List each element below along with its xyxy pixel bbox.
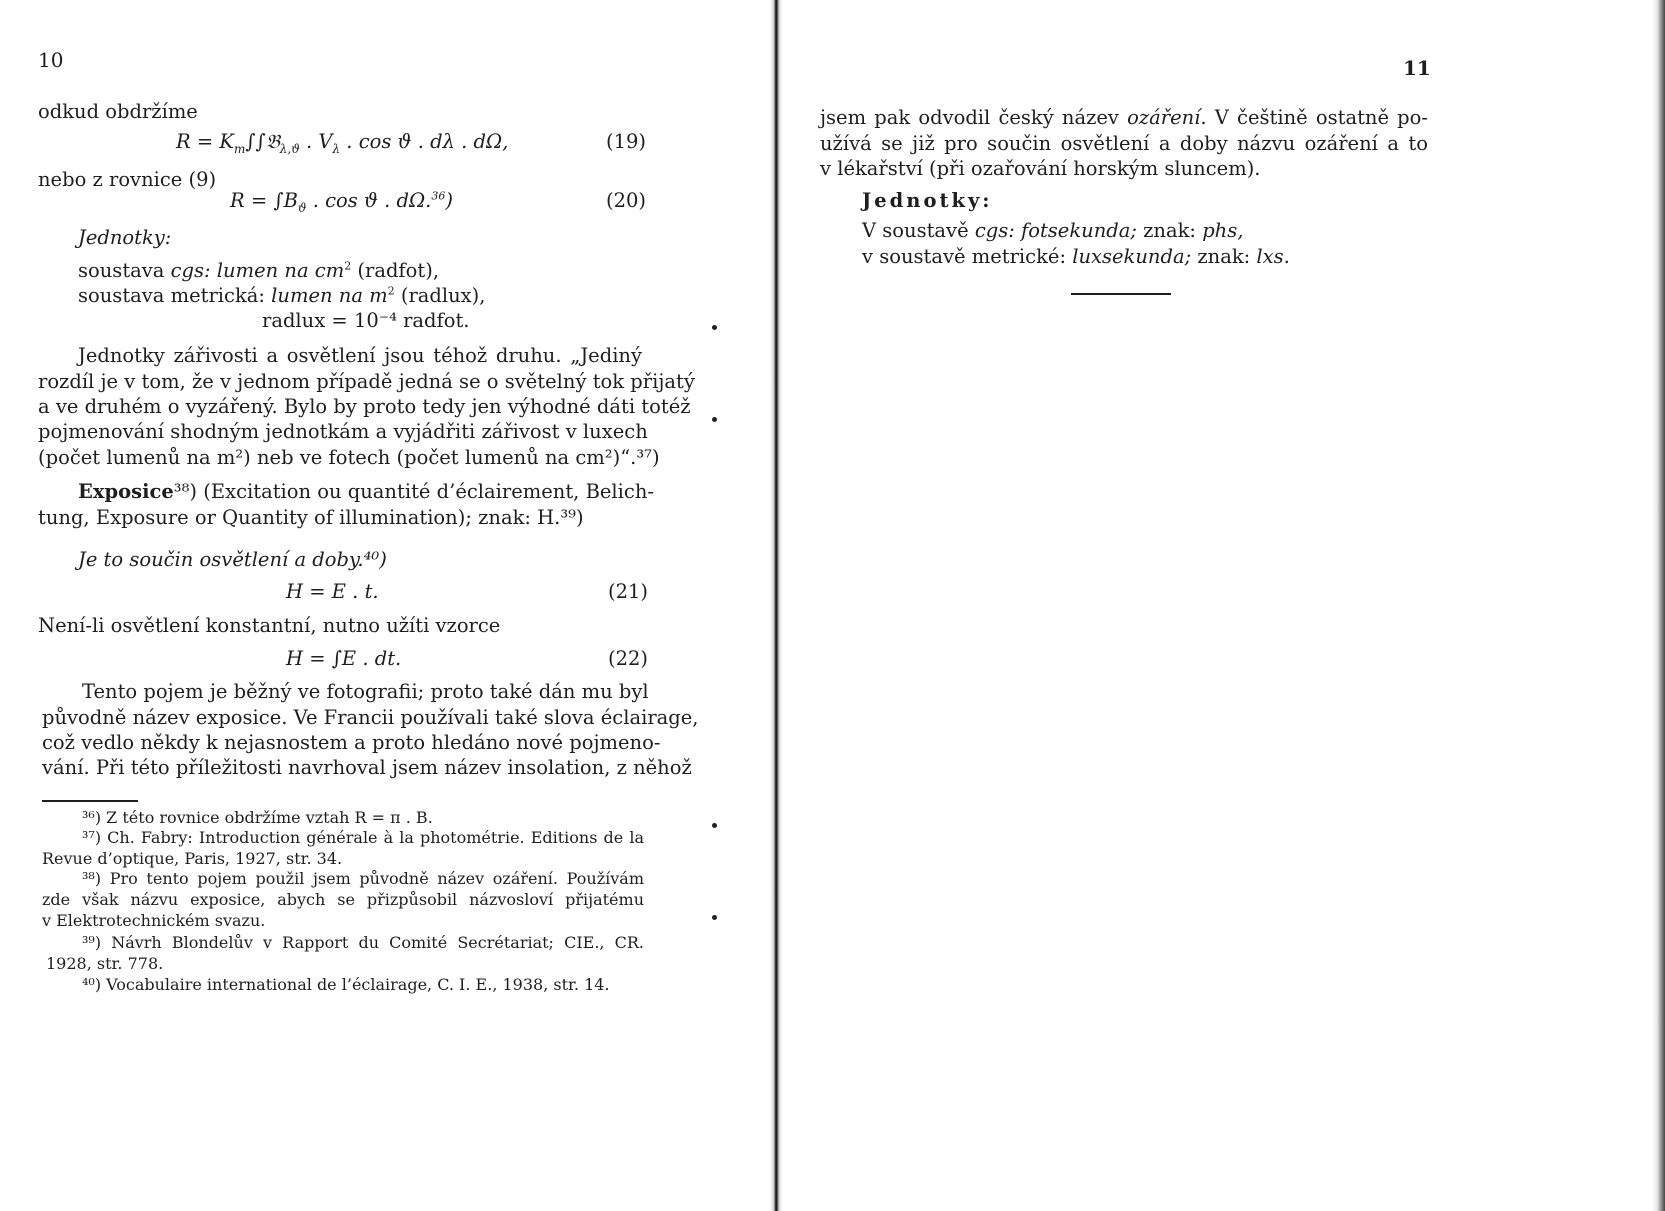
unit-line-cgs-prefix: V soustavě — [862, 219, 975, 242]
units-line-conversion: radlux = 10⁻⁴ radfot. — [262, 309, 470, 332]
exposice-line-2: tung, Exposure or Quantity of illumination); znak: H.³⁹) — [38, 506, 584, 529]
para2-line-1: Tento pojem je běžný ve fotografii; proto také dán mu byl — [82, 680, 649, 703]
right-para-line-1: jsem pak odvodil český název ozáření. V češtině ostatně po- — [820, 106, 1428, 129]
unit-line-cgs-mid: znak: — [1136, 219, 1203, 242]
left-page — [0, 0, 775, 1211]
exposice-line-1 — [78, 480, 654, 503]
equation-21-number: (21) — [608, 580, 649, 603]
footnote-37-line-2: Revue d’optique, Paris, 1927, str. 34. — [42, 849, 343, 868]
units-line-cgs-suffix: (radfot), — [351, 259, 440, 282]
unit-line-metric-mid: znak: — [1191, 245, 1257, 268]
units-heading-right: Jednotky: — [862, 189, 993, 212]
unit-line-metric-prefix: v soustavě metrické: — [862, 245, 1073, 268]
unit-line-metric-unit: luxsekunda; — [1072, 245, 1192, 268]
neni-text: Není-li osvětlení konstantní, nutno užíti vzorce — [38, 614, 501, 637]
exposice-line-1-rest: ³⁸) (Excitation ou quantité d’éclairement, Belich- — [173, 480, 654, 503]
para1-line-5: (počet lumenů na m²) neb ve fotech (počet lumenů na cm²)“.³⁷) — [38, 446, 660, 469]
para2-line-3: což vedlo někdy k nejasnostem a proto hledáno nové pojmeno- — [42, 731, 661, 754]
units-line-metric-prefix: soustava metrická: — [78, 284, 272, 307]
right-para-line-3: v lékařství (při ozařování horským sluncem). — [820, 157, 1261, 180]
unit-line-metric — [862, 245, 1290, 268]
end-rule — [1071, 293, 1171, 295]
equation-20-number: (20) — [606, 189, 647, 212]
para1-line-4: pojmenování shodným jednotkám a vyjádřiti zářivost v luxech — [38, 420, 648, 443]
units-heading-left: Jednotky: — [78, 226, 172, 249]
binding-hole — [712, 417, 717, 422]
footnote-39-line-1: ³⁹) Návrh Blondelův v Rapport du Comité Secrétariat; CIE., CR. — [82, 933, 644, 952]
units-line-metric: soustava metrická: lumen na $m^2$ (radlux), — [78, 284, 486, 307]
equation-20: $R = \int B_ϑ$ . cos ϑ . dΩ.$^{36}$) — [230, 189, 453, 215]
footnote-39-line-2: 1928, str. 778. — [46, 954, 164, 973]
binding-hole — [712, 915, 717, 920]
intro-text: odkud obdržíme — [38, 100, 198, 123]
units-line-cgs-unit: cgs: lumen na cm — [170, 259, 345, 282]
footnote-rule — [42, 800, 138, 802]
equation-19-number: (19) — [606, 130, 647, 153]
page-number-left: 10 — [38, 48, 64, 72]
units-line-cgs-prefix: soustava — [78, 259, 171, 282]
footnote-38-line-1: ³⁸) Pro tento pojem použil jsem původně název ozáření. Používám — [82, 869, 644, 888]
para2-line-2: původně název exposice. Ve Francii používali také slova éclairage, — [42, 706, 699, 729]
binding-hole — [712, 823, 717, 828]
unit-line-cgs — [862, 219, 1243, 242]
units-line-cgs: soustava cgs: lumen na $cm^2$ (radfot), — [78, 259, 440, 282]
unit-line-cgs-unit: cgs: fotsekunda; — [974, 219, 1137, 242]
equation-22: H = ∫E . dt. — [286, 647, 402, 670]
footnote-38-line-2: zde však názvu exposice, abych se přizpůsobil názvosloví přijatému — [42, 890, 644, 909]
page-edge — [1652, 0, 1665, 1211]
footnote-38-line-3: v Elektrotechnickém svazu. — [42, 911, 266, 930]
right-para-line-2: užívá se již pro součin osvětlení a doby názvu ozáření a to — [820, 132, 1428, 155]
para2-line-4: vání. Při této příležitosti navrhoval jsem název insolation, z něhož — [42, 756, 692, 779]
units-line-metric-unit: lumen na m — [271, 284, 388, 307]
binding-hole — [712, 325, 717, 330]
unit-line-cgs-symbol: phs, — [1202, 219, 1244, 242]
equation-22-number: (22) — [608, 647, 649, 670]
equation-19: $R = K_m\int\int 𝔅_{\lambda,ϑ}$ . $V_\lambda$ . cos ϑ . dλ . dΩ, — [176, 130, 509, 156]
unit-line-metric-symbol: lxs. — [1256, 245, 1290, 268]
footnote-37-line-1: ³⁷) Ch. Fabry: Introduction générale à la photométrie. Editions de la — [82, 828, 644, 847]
right-page — [775, 0, 1665, 1211]
definition-line: Je to součin osvětlení a doby.⁴⁰) — [78, 548, 387, 571]
page-number-right: 11 — [1403, 56, 1431, 80]
footnote-36: ³⁶) Z této rovnice obdržíme vztah R = π . B. — [82, 808, 433, 827]
para1-line-1: Jednotky zářivosti a osvětlení jsou téhož druhu. „Jediný — [78, 344, 642, 367]
nebo-text: nebo z rovnice (9) — [38, 168, 217, 191]
para1-line-2: rozdíl je v tom, že v jednom případě jedná se o světelný tok přijatý — [38, 370, 695, 393]
units-line-metric-suffix: (radlux), — [394, 284, 486, 307]
exposice-term: Exposice — [78, 480, 174, 503]
para1-line-3: a ve druhém o vyzářený. Bylo by proto tedy jen výhodné dáti totéž — [38, 395, 691, 418]
footnote-40: ⁴⁰) Vocabulaire international de l’éclairage, C. I. E., 1938, str. 14. — [82, 975, 610, 994]
equation-21: H = E . t. — [286, 580, 379, 603]
